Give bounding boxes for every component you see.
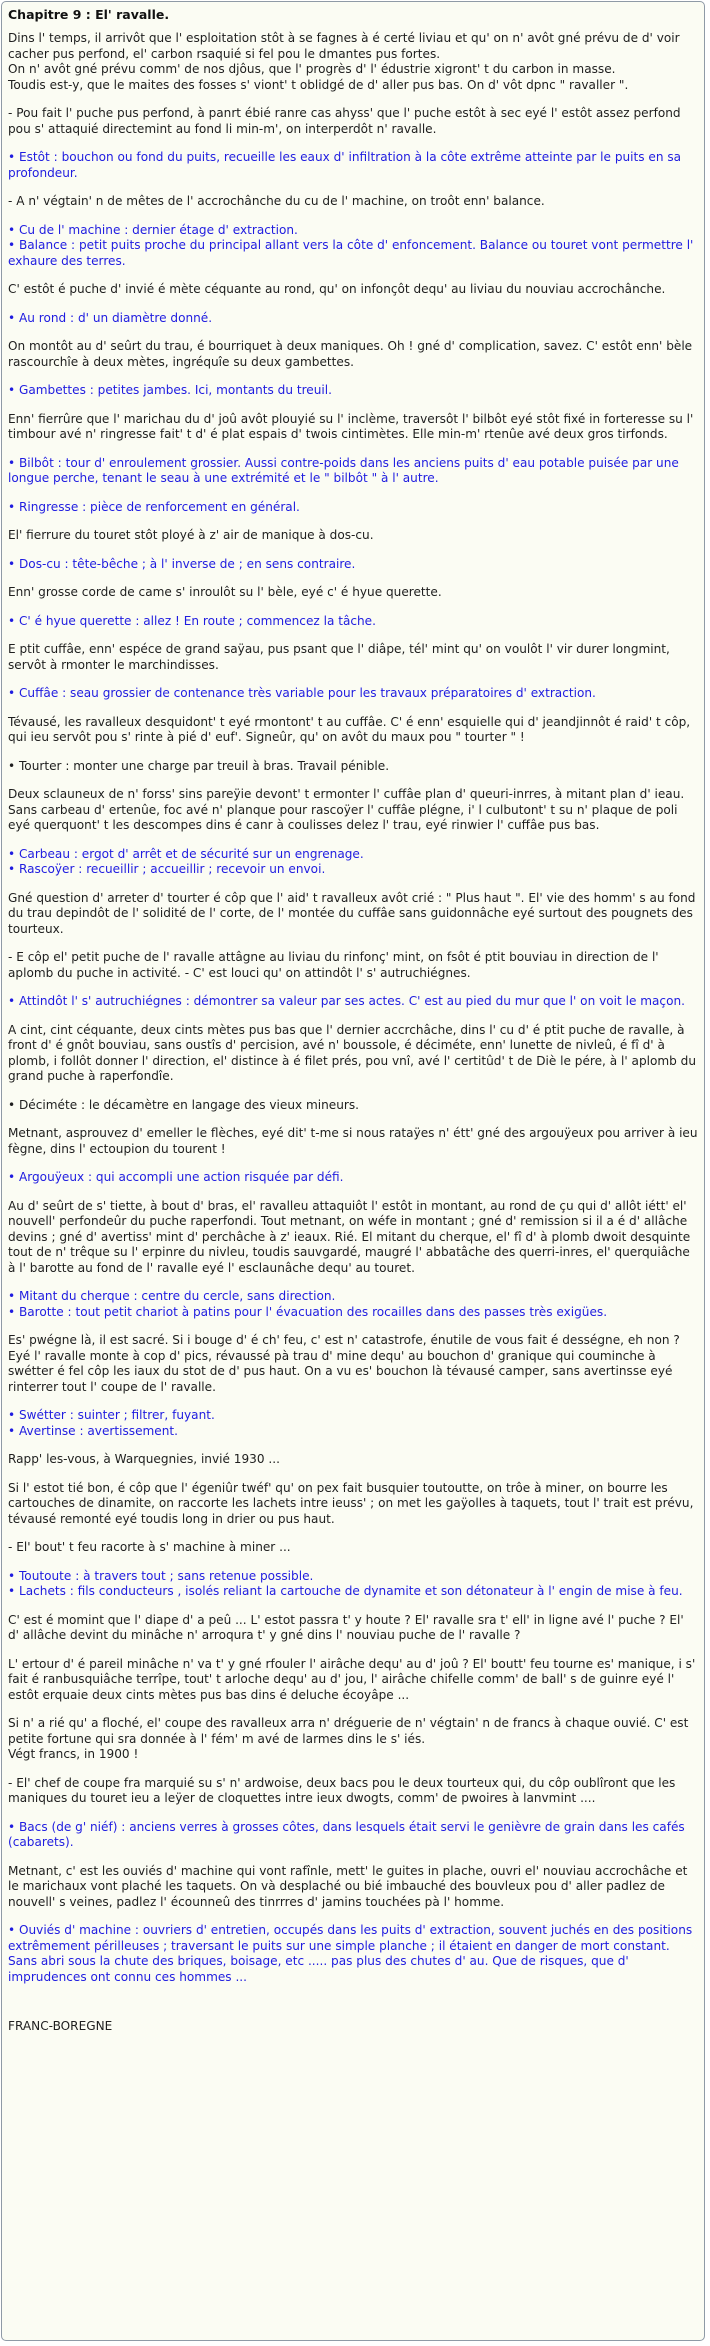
- text-paragraph: Si n' a rié qu' a floché, el' coupe des ravalleux arra n' dréguerie de n' végtain' n de francs à chaque ouvié. C' est petite fortune qui sra donnée à l' fém' m avé de larmes dins le s' iés. Végt francs, in 1900 !: [8, 1716, 689, 1761]
- text-paragraph: - El' chef de coupe fra marquié su s' n' ardwoise, deux bacs pou le deux tourteux qui, du côp oublîront que les maniques du touret ieu a leÿer de cloquettes intre ieux dwogts, comm' de pwoires à lanvmint ....: [8, 1775, 676, 1805]
- text-paragraph: • Tourter : monter une charge par treuil à bras. Travail pénible.: [8, 758, 390, 773]
- glossary-note: • Attindôt l' s' autruchiégnes : démontrer sa valeur par ses actes. C' est au pied du mur que l' on voit le maçon.: [8, 994, 685, 1008]
- text-paragraph: C' estôt é puche d' invié é mète céquante au rond, qu' on infonçôt dequ' au liviau du nouviau accrochânche.: [8, 282, 666, 296]
- glossary-note: • Gambettes : petites jambes. Ici, montants du treuil.: [8, 383, 332, 397]
- text-paragraph: • Déciméte : le décamètre en langage des vieux mineurs.: [8, 1097, 360, 1112]
- glossary-note: • Carbeau : ergot d' arrêt et de sécurité sur un engrenage. • Rascoÿer : recueillir ; accueillir ; recevoir un envoi.: [8, 846, 364, 876]
- text-paragraph: Tévausé, les ravalleux desquidont' t eyé rmontont' t au cuffâe. C' é enn' esquielle qui d' jeandjinnôt é raid' t côp, qui ieu servôt pou s' rinte à pié d' euf'. Signeûr, qu' on avôt du maux pou " tourter " !: [8, 714, 691, 744]
- chapter-title: Chapitre 9 : El' ravalle.: [8, 7, 170, 22]
- text-paragraph: C' est é momint que l' diape d' a peû ... L' estot passra t' y houte ? El' ravalle sra t' ell' in ligne avé l' puche ? El' d' allâche devint du minâche n' arroqura t' y gné dins l' nouviau puche de l' ravalle ?: [8, 1612, 684, 1642]
- text-paragraph: A cint, cint céquante, deux cints mètes pus bas que l' dernier accrchâche, dins l' cu d' é ptit puche de ravalle, à front d' é gnôt bouviau, sans oustîs d' percision, avé n' boussole, é déciméte, enn' lunette de nivleû, é fî d' à plomb, i follôt donner l' direction, el' distince à é filet prés, pou vnî, avé l' certitûd' t de Diè le pére, à l' aplomb du grand puche à raperfondîe.: [8, 1022, 697, 1083]
- glossary-note: • C' é hyue querette : allez ! En route ; commencez la tâche.: [8, 613, 376, 628]
- text-paragraph: E ptit cuffâe, enn' espéce de grand saÿau, pus psant que l' diâpe, tél' mint qu' on voulôt l' vir durer longmint, servôt à rmonter le marchindisses.: [8, 642, 670, 672]
- glossary-note: • Estôt : bouchon ou fond du puits, recueille les eaux d' infiltration à la côte extrême atteinte par le puits en sa profondeur.: [8, 150, 682, 180]
- glossary-note: • Cuffâe : seau grossier de contenance très variable pour les travaux préparatoires d' extraction.: [8, 686, 596, 700]
- glossary-note: • Bacs (de g' niéf) : anciens verres à grosses côtes, dans lesquels était servi le genièvre de grain dans les cafés (cabarets).: [8, 1819, 685, 1849]
- text-paragraph: Dins l' temps, il arrivôt que l' esploitation stôt à se fagnes à é certé liviau et qu' on n' avôt gné prévu de d' voir cacher pus perfond, el' carbon rsaquié si fel pou le dmantes pus fortes. On n' avôt gné prévu comm' de nos djôus, que l' progrès d' l' édustrie xigront' t du carbon in masse. Toudis est-y, que le maites des fosses s' viont' t oblidgé de d' aller pus bas. On d' vôt dpnc " ravaller ".: [8, 31, 680, 92]
- glossary-note: • Bilbôt : tour d' enroulement grossier. Aussi contre-poids dans les anciens puits d' eau potable puisée par une longue perche, tenant le seau à une extrémité et le " bilbôt " à l' autre.: [8, 455, 679, 485]
- chapter-text: [8, 31, 698, 1985]
- text-paragraph: L' ertour d' é pareil minâche n' va t' y gné rfouler l' airâche dequ' au d' joû ? El' boutt' feu tourne es' manique, i s' fait é ranbusquiâche terrîpe, tout' t arloche dequ' au d' jou, l' airâche chifelle comm' de ball' s de guinre eyé l' estôt erquaie deux cints mètes pus bas dins é deluche écoyâpe ...: [8, 1656, 696, 1702]
- author-signature: FRANC-BOREGNE: [8, 2019, 113, 2033]
- text-paragraph: Enn' fierrûre que l' marichau du d' joû avôt plouyié su l' inclème, traversôt l' bilbôt eyé stôt fixé in forteresse su l' timbour avé n' ringresse fait' t d' é plat espais d' twois cintimètes. Elle min-m' rtenûe avé deux gros tirfonds.: [8, 411, 694, 441]
- text-paragraph: Au d' seûrt de s' tiette, à bout d' bras, el' ravalleu attaquiôt l' estôt in montant, au rond de çu qui d' allôt iétt' el' nouvell' perfondeûr du puche raperfondi. Tout metnant, on wéfe in montant ; gné d' remission si il a é d' allâche devins ; gné d' avertiss' mint d' perchâche à z' ieaux. Rié. El mitant du cherque, el' fî d' à plomb dwoit desquinte tout de n' trêque su l' erpinre du nivleu, toudis sauvgardé, maugré l' abbatâche des querri-inres, el' querquiâche à l' barotte au fond de l' ravalle eyé l' esclaunâche dequ' au touret.: [8, 1198, 691, 1275]
- text-paragraph: Metnant, asprouvez d' emeller le flèches, eyé dit' t-me si nous rataÿes n' étt' gné des argouÿeux pou arriver à ieu fègne, dins l' ectoupion du tourent !: [8, 1126, 698, 1156]
- text-paragraph: Enn' grosse corde de came s' inroulôt su l' bèle, eyé c' é hyue querette.: [8, 585, 442, 599]
- glossary-note: • Swétter : suinter ; filtrer, fuyant. • Avertinse : avertissement.: [8, 1408, 215, 1438]
- chapter-panel: [1, 1, 705, 2341]
- text-paragraph: Si l' estot tié bon, é côp que l' égeniûr twéf' qu' on pex fait busquier toutoutte, on trôe à miner, on bourre les cartouches de dinamite, on raccorte les lachets intre ieuss' ; on met les gaÿolles à taquets, tout l' trait est prévu, tévausé remonté eyé toudis long in drier ou pus haut.: [8, 1480, 694, 1526]
- glossary-note: • Argouÿeux : qui accompli une action risquée par défi.: [8, 1170, 344, 1184]
- glossary-note: • Cu de l' machine : dernier étage d' extraction. • Balance : petit puits proche du principal allant vers la côte d' enfoncement. Balance ou touret vont permettre l' exhaure des terres.: [8, 222, 694, 268]
- glossary-note: • Toutoute : à travers tout ; sans retenue possible. • Lachets : fils conducteurs , isolés reliant la cartouche de dynamite et son détonateur à l' engin de mise à feu.: [8, 1568, 683, 1598]
- text-paragraph: Metnant, c' est les ouviés d' machine qui vont rafînle, mett' le guites in plache, ouvri el' nouviau accrochâche et le marichaux vont plaché les taquets. On và desplaché ou bié imbauché des bouvleux pou d' aller padlez de nouvell' s veines, padlez l' écounneû des tinrrres d' jamins touchées pà l' homme.: [8, 1863, 688, 1909]
- glossary-note: • Mitant du cherque : centre du cercle, sans direction. • Barotte : tout petit chariot à patins pour l' évacuation des rocailles dans des passes très exigües.: [8, 1289, 608, 1319]
- text-paragraph: - E côp el' petit puche de l' ravalle attâgne au liviau du rinfonç' mint, on fsôt é ptit bouviau in direction de l' aplomb du puche in activité. - C' est louci qu' on attindôt l' s' autruchiégnes.: [8, 950, 659, 980]
- text-paragraph: On montôt au d' seûrt du trau, é bourriquet à deux maniques. Oh ! gné d' complication, savez. C' estôt enn' bèle rascourchîe à deux mètes, ingréquîe su deux gambettes.: [8, 339, 693, 369]
- text-paragraph: Es' pwégne là, il est sacré. Si i bouge d' é ch' feu, c' est n' catastrofe, énutile de vous fait é dességne, eh non ? Eyé l' ravalle monte à cop d' pics, révaussé pà trau d' mine dequ' au bouchon d' granique qui couminche à swétter é fel côp les iaux du stot de d' pus haut. On a vu es' bouchon là tévausé camper, sans avertinsse eyé rinterrer tout l' coupe de l' ravalle.: [8, 1333, 680, 1394]
- glossary-note: • Ouviés d' machine : ouvriers d' entretien, occupés dans les puits d' extraction, souvent juchés en des positions extrêmement périlleuses ; traversant le puits sur une simple planche ; il étaient en danger de mort constant. Sans abri sous la chute des briques, boisage, etc ..... pas plus des chutes d' au. Que de risques, que d' imprudences ont connu ces hommes ...: [8, 1923, 693, 1984]
- glossary-note: • Dos-cu : tête-bêche ; à l' inverse de ; en sens contraire.: [8, 556, 356, 571]
- glossary-note: • Au rond : d' un diamètre donné.: [8, 310, 213, 325]
- text-paragraph: Deux sclauneux de n' forss' sins pareÿie devont' t ermonter l' cuffâe plan d' queuri-inrres, à mitant plan d' ieau. Sans carbeau d' ertenûe, foc avé n' planque pour rascoÿer l' cuffâe plégne, i' l culbutont' t su n' plaque de poli eyé querquont' t les descompes dins é canr à coulisses delez l' trau, eyé rinwier l' cuffâe pus bas.: [8, 787, 685, 832]
- text-paragraph: Gné question d' arreter d' tourter é côp que l' aid' t ravalleux avôt crié : " Plus haut ". El' vie des homm' s au fond du trau depindôt de l' solidité de l' corte, de l' montée du cuffâe sans guidonnâche eyé surtout des pougnets des tourteux.: [8, 890, 696, 936]
- glossary-note: • Ringresse : pièce de renforcement en général.: [8, 499, 300, 514]
- text-paragraph: Rapp' les-vous, à Warquegnies, invié 1930 ...: [8, 1452, 280, 1466]
- text-paragraph: - El' bout' t feu racorte à s' machine à miner ...: [8, 1540, 291, 1554]
- text-paragraph: - A n' végtain' n de mêtes de l' accrochânche du cu de l' machine, on troôt enn' balance.: [8, 194, 545, 208]
- text-paragraph: - Pou fait l' puche pus perfond, à panrt ébié ranre cas ahyss' que l' puche estôt à sec eyé l' estôt assez perfond pou s' attaquié directemint au fond li min-m', on interperdôt n' ravalle.: [8, 106, 681, 136]
- text-paragraph: El' fierrure du touret stôt ployé à z' air de manique à dos-cu.: [8, 528, 374, 542]
